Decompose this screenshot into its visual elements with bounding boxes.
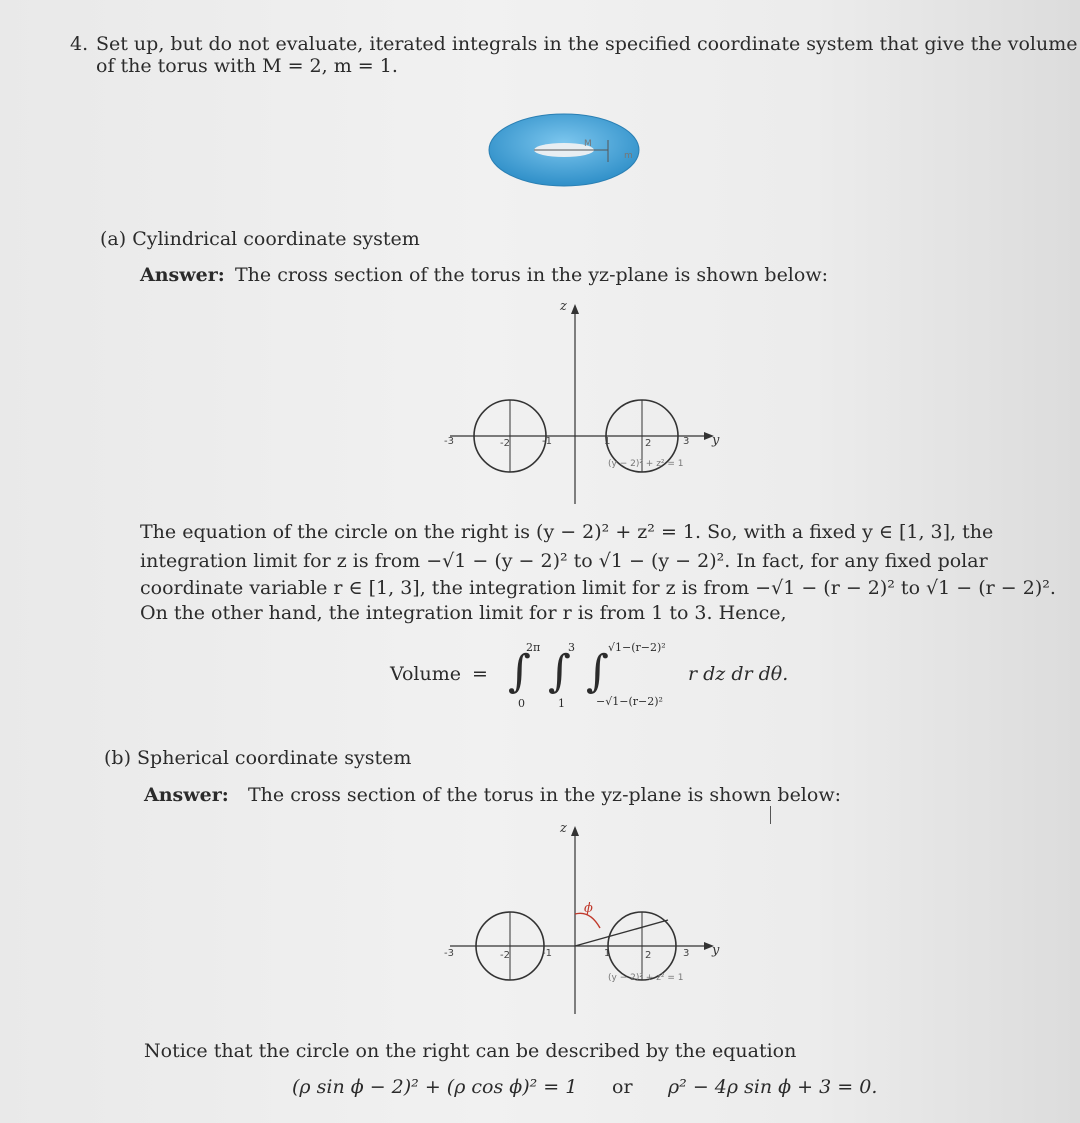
z-axis-label-b: z [560, 821, 567, 836]
upper-limit-theta: 2π [526, 641, 541, 654]
integral-sign-theta: ∫ [508, 646, 531, 697]
circle-equation-label-b: (y − 2)² + z² = 1 [608, 973, 684, 983]
upper-limit-r: 3 [568, 641, 575, 654]
part-b-equation-or: or [612, 1076, 633, 1098]
text-cursor [770, 806, 771, 824]
tick-a-neg1: -1 [542, 436, 552, 447]
part-a-heading: (a) Cylindrical coordinate system [100, 228, 420, 250]
problem-line-1: Set up, but do not evaluate, iterated integrals in the specified coordinate system that give the volume [96, 33, 1078, 55]
torus-image [488, 110, 648, 190]
y-axis-label-b: y [712, 943, 720, 958]
upper-limit-z: √1−(r−2)² [608, 641, 666, 654]
tick-b-neg3: -3 [444, 948, 454, 959]
torus-label-m: m [624, 151, 633, 161]
part-a-para-4: On the other hand, the integration limit for r is from 1 to 3. Hence, [140, 602, 787, 624]
lower-limit-r: 1 [558, 697, 565, 710]
integral-sign-r: ∫ [548, 646, 571, 697]
part-a-para-3: coordinate variable r ∈ [1, 3], the integration limit for z is from −√1 − (r − 2)² to √1 − (r − 2)². [140, 577, 1056, 599]
tick-b-3: 3 [683, 948, 690, 959]
part-b-answer-text: The cross section of the torus in the yz-plane is shown below: [248, 784, 841, 806]
part-a-para-2: integration limit for z is from −√1 − (y − 2)² to √1 − (y − 2)². In fact, for any fixed polar [140, 550, 988, 572]
tick-a-1: 1 [604, 436, 611, 447]
volume-formula [390, 640, 810, 716]
part-a-answer-label: Answer: [140, 264, 225, 286]
problem-line-2: of the torus with M = 2, m = 1. [96, 55, 398, 77]
y-axis-label-a: y [712, 433, 720, 448]
cross-section-diagram-a [440, 296, 740, 506]
phi-label: ϕ [584, 901, 593, 916]
lower-limit-z: −√1−(r−2)² [596, 695, 663, 708]
volume-label: Volume [390, 663, 461, 685]
part-b-equation-left: (ρ sin ϕ − 2)² + (ρ cos ϕ)² = 1 [292, 1076, 578, 1098]
torus-label-M: M [584, 139, 592, 149]
tick-b-neg2: -2 [500, 950, 510, 961]
z-axis-label-a: z [560, 299, 567, 314]
part-b-heading: (b) Spherical coordinate system [104, 747, 412, 769]
tick-b-2: 2 [645, 950, 652, 961]
tick-a-neg2: -2 [500, 438, 510, 449]
cross-section-diagram-b [440, 816, 740, 1016]
tick-a-neg3: -3 [444, 436, 454, 447]
part-a-answer-text: The cross section of the torus in the yz-plane is shown below: [235, 264, 828, 286]
volume-equals: = [472, 663, 488, 685]
integrand: r dz dr dθ. [688, 663, 789, 685]
problem-number: 4. [70, 33, 89, 55]
circle-equation-label-a: (y − 2)² + z² = 1 [608, 459, 684, 469]
tick-a-3: 3 [683, 436, 690, 447]
part-b-equation-right: ρ² − 4ρ sin ϕ + 3 = 0. [668, 1076, 878, 1098]
part-b-answer-label: Answer: [144, 784, 229, 806]
integral-sign-z: ∫ [586, 646, 609, 697]
tick-b-neg1: -1 [542, 948, 552, 959]
part-b-notice: Notice that the circle on the right can be described by the equation [144, 1040, 797, 1062]
lower-limit-theta: 0 [518, 697, 525, 710]
tick-a-2: 2 [645, 438, 652, 449]
part-a-para-1: The equation of the circle on the right is (y − 2)² + z² = 1. So, with a fixed y ∈ [1, 3], the [140, 521, 994, 543]
tick-b-1: 1 [604, 948, 611, 959]
